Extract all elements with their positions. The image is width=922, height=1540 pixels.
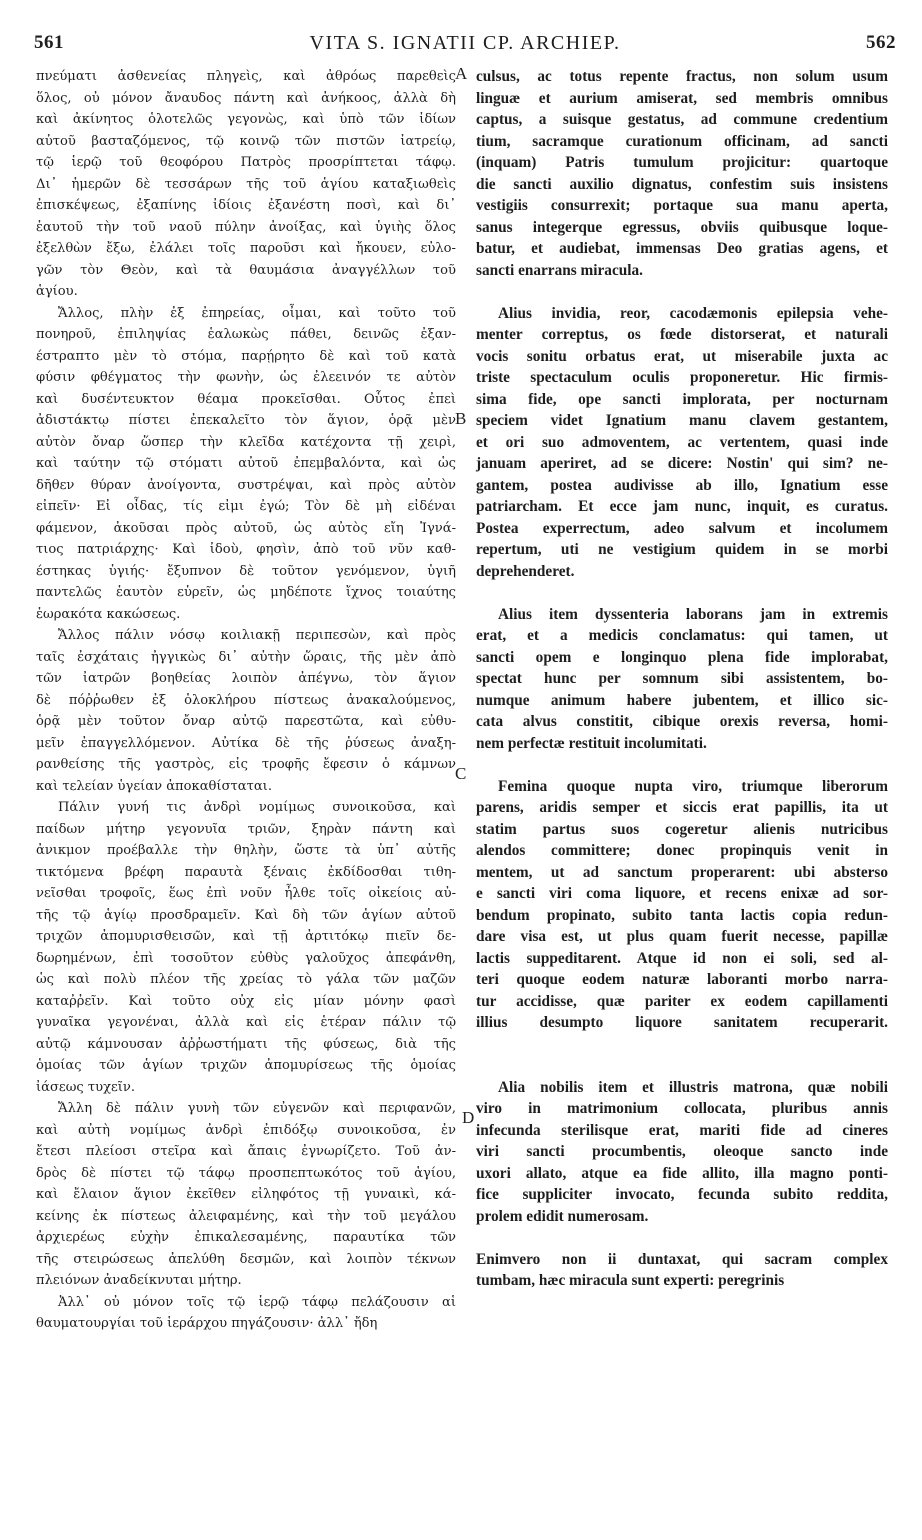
greek-text-line: τριχῶν ἀπομυρισθεισῶν, καὶ τῇ ἀρτιτόκῳ πιεῖν δε-	[36, 929, 456, 944]
latin-text-line: gantem, postea audivisse ab illo, Ignatium esse	[476, 476, 888, 494]
latin-text-line: Alius item dyssenteria laborans jam in extremis	[498, 605, 888, 623]
latin-text-line: repertum, uti ne vestigium quidem in se morbi	[476, 541, 888, 558]
greek-text-line: καὶ αὐτὴ νομίμως ἀνδρὶ ἐπιδόξῳ συνοικοῦσα, ἐν	[36, 1122, 456, 1138]
latin-text-line: triste spectaculum oculis proponeretur. Hic firmis-	[476, 369, 888, 386]
greek-text-line: παντελῶς ἑαυτὸν εὑρεῖν, ὡς μηδέποτε ἴχνος τοιαύτης	[36, 585, 456, 600]
margin-letter-b: B	[455, 409, 467, 428]
greek-text-line: έστηκας ὑγιής· ἔξυπνον δὲ τοῦτον γενόμενον, ὑγιῆ	[36, 563, 456, 579]
greek-text-line: τῶν ἰατρῶν βοηθείας λοιπὸν ἀπέγνω, τὸν ἅγιον	[36, 671, 456, 686]
greek-text-line: Δι᾽ ἡμερῶν δὲ τεσσάρων τῆς τοῦ ἁγίου καταξιωθεὶς	[36, 176, 456, 192]
latin-text-line: vestigiis consurrexit; portaque sua manu aperta,	[476, 197, 888, 214]
paragraph-gap	[476, 754, 888, 776]
latin-text-line: lactis suppeditarent. Atque id non ei soli, sed al-	[476, 949, 888, 967]
greek-text-line: εἰπεῖν· Εἰ οἶδας, τίς εἰμι ἐγώ; Τὸν δὲ μὴ εἰδέναι	[36, 499, 456, 514]
paragraph-gap	[476, 1034, 888, 1056]
greek-text-line: κείνης ἐκ πίστεως ἀλειφαμένης, καὶ τὴν τοῦ μεγάλου	[36, 1208, 456, 1224]
greek-text-column	[36, 66, 456, 1335]
greek-text-line: γῶν τὸν Θεὸν, καὶ τὰ θαυμάσια ἀναγγέλλων τοῦ	[36, 262, 456, 278]
latin-text-line: patriarcham. Et ecce jam nunc, inquit, es curatus.	[476, 498, 888, 515]
greek-text-line: ἐπισκέψεως, ἐξαπίνης ἰδίοις ἐξανέστη ποσὶ, καὶ δι᾽	[36, 198, 456, 213]
greek-text-line: παίδων μήτηρ γεγονυῖα τριῶν, ξηρὰν πάντη καὶ	[36, 821, 456, 837]
greek-text-line: πλειόνων ἀναδείκνυται μήτηρ.	[36, 1273, 242, 1288]
greek-text-line: νεῖσθαι τροφοῖς, ἕως ἐπὶ νοῦν ἦλθε τοῖς οἰκείοις αὐ-	[36, 886, 456, 901]
greek-text-line: τῆς στειρώσεως ἀπελύθη δεσμῶν, καὶ λοιπὸν τέκνων	[36, 1251, 456, 1267]
latin-text-line: sima fide, ope sancti implorata, per nocturnam	[476, 390, 888, 408]
greek-text-line: μεῖν ἐπαγγελλόμενον. Αὐτίκα δὲ τῆς ῥύσεως ἀναξη-	[36, 735, 456, 751]
latin-text-line: Alius invidia, reor, cacodæmonis epilepsia vehe-	[498, 304, 888, 322]
greek-text-line: καὶ ταύτην τῷ στόματι αὐτοῦ ἐπεμβαλόντα, καὶ ὡς	[36, 456, 456, 471]
greek-text-line: έστραπτο μὲν τὸ στόμα, παρῄρητο δὲ καὶ τοῦ κατὰ	[36, 348, 456, 364]
latin-text-line: deprehenderet.	[476, 562, 575, 580]
greek-text-line: Ἀλλ᾽ οὐ μόνον τοῖς τῷ ἱερῷ τάφῳ πελάζουσιν αἱ	[58, 1294, 456, 1310]
latin-text-line: illius desumpto liquore sanitatem recuperarit.	[476, 1014, 888, 1031]
margin-letter-c: C	[455, 764, 467, 783]
latin-text-line: nem perfectæ restituit incolumitati.	[476, 734, 707, 752]
greek-text-line: ὁρᾷ μὲν τοῦτον ὄναρ αὐτῷ παρεστῶτα, καὶ εὐθυ-	[36, 714, 456, 729]
latin-text-line: teri quoque eodem naturæ laboranti morbo narra-	[476, 971, 888, 988]
latin-text-line: uxori allato, atque ea fide allito, illa magno ponti-	[476, 1164, 888, 1182]
latin-text-line: tium, sacramque curationum officinam, ad sancti	[476, 132, 888, 150]
latin-text-line: prolem edidit numerosam.	[476, 1207, 649, 1225]
greek-text-line: δωρημένων, ἐπὶ τοσοῦτον εὐθὺς γαλοῦχος ἀπεφάνθη,	[36, 950, 456, 966]
latin-text-line: statim partus suos cogeretur alienis nutricibus	[476, 820, 888, 838]
greek-text-line: καὶ δυσέντευκτον θέαμα προκεῖσθαι. Οὗτος ἐπεὶ	[36, 391, 456, 407]
latin-text-column	[476, 66, 888, 1292]
running-header	[34, 32, 896, 60]
latin-text-line: cata alvus constitit, cibique orexis reversa, homi-	[476, 713, 888, 730]
latin-text-line: erat, et a medicis conclamatus: qui tamen, ut	[476, 627, 888, 644]
greek-text-line: δὲ πόῤῥωθεν ἐξ ὁλοκλήρου πίστεως ἀνακαλούμενος,	[36, 692, 456, 708]
paragraph-gap	[476, 281, 888, 303]
greek-text-line: ἀδιστάκτῳ πίστει ἐπεκαλεῖτο τὸν ἅγιον, ὁρᾷ μὲν	[36, 413, 456, 428]
greek-text-line: αὐτοῦ βασταζόμενος, τῷ κοινῷ τῶν πιστῶν ἰατρείῳ,	[36, 133, 456, 149]
page-number-left: 561	[34, 32, 64, 53]
latin-text-line: (inquam) Patris tumulum projicitur: quartoque	[476, 154, 888, 171]
paragraph-gap	[476, 582, 888, 604]
latin-text-line: speciem videt Ignatium manu clavem gestantem,	[476, 412, 888, 429]
running-title: VITA S. IGNATII CP. ARCHIEP.	[309, 32, 621, 54]
greek-text-line: ὅλος, οὐ μόνον ἄναυδος πάντη καὶ ἀνήκοος, ἀλλὰ δὴ	[36, 90, 456, 106]
margin-letter-a: A	[455, 64, 468, 83]
greek-text-line: πονηροῦ, ἐπιληψίας ἑαλωκὼς πάθει, δεινῶς ἐξαν-	[36, 327, 456, 342]
greek-text-line: αὐτῷ κάμνουσαν ἀῤῥωστήματι τῆς φύσεως, διὰ τῆς	[36, 1036, 456, 1052]
paragraph-gap	[476, 1227, 888, 1249]
page-number-right: 562	[866, 32, 896, 53]
latin-text-line: Alia nobilis item et illustris matrona, quæ nobili	[498, 1078, 888, 1096]
greek-text-line: ἐξελθὼν ἔξω, ἐλάλει τοῖς παροῦσι καὶ ἤκουεν, εὐλο-	[36, 241, 456, 256]
greek-text-line: αὐτὸν ὄναρ ὥσπερ τὴν κλεῖδα κατέχοντα τῇ χειρὶ,	[36, 434, 456, 450]
latin-text-line: menter correptus, os fœde distorserat, et naturali	[476, 326, 888, 343]
greek-text-line: Ἄλλος πάλιν νόσῳ κοιλιακῇ περιπεσὼν, καὶ πρὸς	[58, 628, 456, 643]
greek-text-line: Ἄλλη δὲ πάλιν γυνὴ τῶν εὐγενῶν καὶ περιφανῶν,	[58, 1101, 456, 1116]
greek-text-line: πνεύματι ἀσθενείας πληγεὶς, καὶ ἀθρόως παρεθεὶς	[36, 69, 456, 84]
greek-text-line: φύσιν φθέγματος τὴν φωνὴν, ὡς ἐλεεινόν τε αὐτὸν	[36, 370, 456, 385]
greek-text-line: ὁμοίας τῶν ἁγίων τριχῶν ἀπομυρίσεως τῆς ὁμοίας	[36, 1058, 456, 1073]
latin-text-line: Femina quoque nupta viro, triumque liberorum	[498, 777, 888, 795]
greek-text-line: δῆθεν θύραν ἀνοίγοντα, συστρέψαι, καὶ πρὸς αὐτὸν	[36, 477, 456, 493]
latin-text-line: alendos committere; donec propinquis venit in	[476, 842, 888, 859]
greek-text-line: καταῤῥεῖν. Καὶ τοῦτο οὐχ εἰς μίαν μόνην φασὶ	[36, 993, 456, 1009]
latin-text-line: mentem, ut ad sanctum properarent: ubi absterso	[476, 863, 888, 881]
greek-text-line: φάμενον, ἀκοῦσαι πρὸς αὐτοῦ, ὡς αὐτὸς εἴη Ἰγνά-	[36, 520, 456, 536]
greek-text-line: θαυματουργίαι τοῦ ἱεράρχου πηγάζουσιν· ἀλλ᾽ ἤδη	[36, 1316, 378, 1331]
latin-text-line: tumbam, hæc miracula sunt experti: peregrinis	[476, 1272, 785, 1289]
latin-text-line: infecunda sterilisque erat, mariti fide ad cineres	[476, 1121, 888, 1139]
latin-text-line: viro in matrimonium collocata, pluribus annis	[476, 1100, 888, 1117]
greek-text-line: ὡς καὶ πολὺ πλέον τῆς χρείας τὸ γάλα τῶν μαζῶν	[36, 972, 456, 987]
latin-text-line: sancti opem e longinquo plena fide implorabat,	[476, 648, 888, 666]
latin-text-line: viri sancti procumbentis, oleoque sancto inde	[476, 1143, 888, 1160]
greek-text-line: καὶ τελείαν ὑγείαν ἀποκαθίσταται.	[36, 778, 272, 794]
greek-text-line: ἑαυτοῦ τὴν τοῦ ναοῦ πύλην ἀνοίξας, καὶ ὑγιὴς ὅλος	[36, 219, 456, 235]
latin-text-line: sancti enarrans miracula.	[476, 261, 643, 279]
latin-text-line: Postea experrectum, adeo salvum et incolumem	[476, 519, 888, 537]
greek-text-line: καὶ ἀκίνητος ὁλοτελῶς γεγονὼς, καὶ ὑπὸ τῶν ἰδίων	[36, 112, 456, 127]
latin-text-line: batur, et audiebat, immensas Deo gratias agens, et	[476, 240, 888, 257]
greek-text-line: ρανθείσης τῆς γαστρὸς, εἰς τροφῆς ἔφεσιν ὁ κάμνων	[36, 757, 456, 772]
latin-text-line: bendum propinato, subito tanta lactis copia redun-	[476, 906, 888, 924]
greek-text-line: ἀρχιερέως εὐχὴν ἐπικαλεσαμένης, παραυτίκα τῶν	[36, 1230, 456, 1245]
greek-text-line: τῆς τῷ ἁγίῳ προσδραμεῖν. Καὶ δὴ τῶν ἁγίων αὐτοῦ	[36, 907, 456, 923]
paragraph-gap	[476, 1055, 888, 1077]
latin-text-line: captus, a suisque gestatus, ad commune credentium	[476, 111, 888, 128]
latin-text-line: et ori suo admoventem, ac vertentem, quasi inde	[476, 433, 888, 451]
greek-text-line: καὶ ἔλαιον ἅγιον ἐκεῖθεν εἰληφότος τῇ γυναικὶ, κά-	[36, 1187, 456, 1202]
greek-text-line: τιος πατριάρχης· Καὶ ἰδοὺ, φησὶν, ἀπὸ τοῦ νῦν καθ-	[36, 542, 456, 557]
greek-text-line: Ἄλλος, πλὴν ἐξ ἐπηρείας, οἶμαι, καὶ τοῦτο τοῦ	[58, 305, 456, 321]
greek-text-line: δρὸς δὲ πίστει τῷ τάφῳ προσπεπτωκότος τοῦ ἁγίου,	[36, 1165, 456, 1181]
latin-text-line: dare visa est, ut plus quam fuerit necesse, papillæ	[476, 928, 888, 945]
greek-text-line: ἑωρακότα κακώσεως.	[36, 606, 181, 622]
latin-text-line: e sancti viri coma liquore, et recens enixæ ad sor-	[476, 885, 888, 902]
latin-text-line: linguæ et aurium amiserat, sed membris omnibus	[476, 89, 888, 107]
latin-text-line: culsus, ac totus repente fractus, non solum usum	[476, 68, 888, 85]
greek-text-line: ἔτεσι πλείοσι στεῖρα καὶ ἄπαις ἐγνωρίζετο. Τοῦ ἀν-	[36, 1144, 456, 1159]
greek-text-line: τικτόμενα βρέφη παραυτὰ ξέναις ἐκδίδοσθαι τιθη-	[36, 864, 456, 880]
latin-text-line: tur accidisse, quæ pariter ex eodem capillamenti	[476, 992, 888, 1010]
greek-text-line: Πάλιν γυνή τις ἀνδρὶ νομίμως συνοικοῦσα, καὶ	[58, 800, 456, 815]
latin-text-line: spectat hunc per somnum sibi assistentem, bo-	[476, 670, 888, 687]
greek-text-line: ταῖς ἐσχάταις ἠγγικὼς δι᾽ αὐτὴν ὥραις, τῆς μὲν ἀπὸ	[36, 649, 456, 665]
greek-text-line: ἁγίου.	[36, 284, 78, 299]
greek-text-line: ἀνικμον προέβαλλε τὴν θηλὴν, ὥστε τὰ ὑπ᾽ αὐτῆς	[36, 843, 456, 858]
greek-text-line: γυναῖκα γεγονέναι, ἀλλὰ καὶ εἰς ἑτέραν πάλιν τῷ	[36, 1015, 456, 1030]
latin-text-line: numque animum habere jubentem, et illico sic-	[476, 691, 888, 709]
latin-text-line: die sancti auxilio dignatus, confestim suis insistens	[476, 175, 888, 193]
margin-letter-d: D	[462, 1108, 475, 1127]
greek-text-line: τῷ ἱερῷ τοῦ θεοφόρου Πατρὸς προσρίπτεται τάφῳ.	[36, 155, 456, 170]
latin-text-line: Enimvero non ii duntaxat, qui sacram complex	[476, 1250, 888, 1268]
latin-text-line: januam aperiret, ad se dicere: Nostin' qui sim? ne-	[476, 455, 888, 472]
latin-text-line: fice suppliciter invocato, fecunda subito reddita,	[476, 1186, 888, 1203]
latin-text-line: sanus integerque egressus, obviis quibusque loque-	[476, 218, 888, 236]
greek-text-line: ἰάσεως τυχεῖν.	[36, 1079, 136, 1095]
latin-text-line: parens, aridis semper et siccis erat papillis, ita ut	[476, 799, 888, 816]
latin-text-line: vocis sonitu orbatus erat, ut miserabile juxta ac	[476, 347, 888, 365]
